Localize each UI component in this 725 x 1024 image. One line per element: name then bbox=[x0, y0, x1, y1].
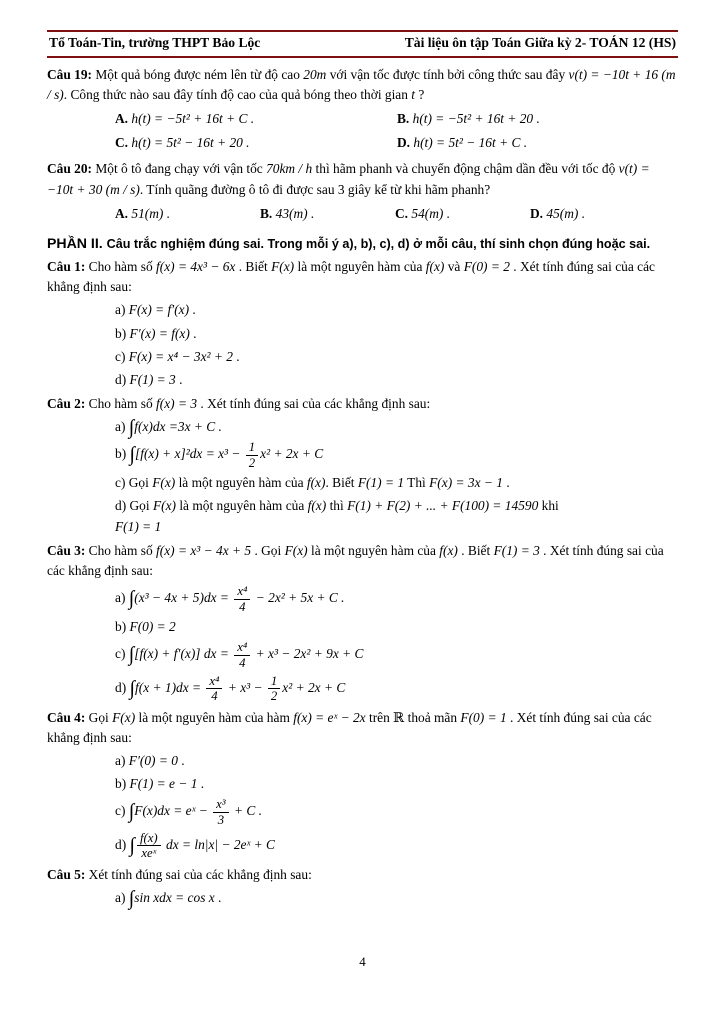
question-2-item-c: c) Gọi F(x) là một nguyên hàm của f(x). Biết F(1) = 1 Thì F(x) = 3x − 1 . bbox=[115, 475, 510, 491]
question-19-option-a: A. h(t) = −5t² + 16t + C . bbox=[115, 111, 255, 127]
question-19-text: Câu 19: Một quả bóng được ném lên từ độ cao 20m với vận tốc được tính bởi công thức sau đây v(t) = −10t + 16 (m / s). Công thức nào sau đây tính độ cao của quả bóng theo thời gian t ? bbox=[47, 67, 676, 103]
question-1-item-d: d) F(1) = 3 . bbox=[115, 371, 183, 387]
question-1-text: Câu 1: Cho hàm số f(x) = 4x³ − 6x . Biết F(x) là một nguyên hàm của f(x) và F(0) = 2 . Xét tính đúng sai của các khẳng định sau: bbox=[47, 259, 655, 295]
header-right-title: Tài liệu ôn tập Toán Giữa kỳ 2- TOÁN 12 (HS) bbox=[404, 35, 676, 50]
question-4-text: Câu 4: Gọi F(x) là một nguyên hàm của hàm f(x) = eˣ − 2x trên ℝ thoả mãn F(0) = 1 . Xét tính đúng sai của các khẳng định sau: bbox=[47, 709, 652, 745]
question-3-item-b: b) F(0) = 2 bbox=[115, 619, 176, 635]
question-3-text: Câu 3: Cho hàm số f(x) = x³ − 4x + 5 . Gọi F(x) là một nguyên hàm của f(x) . Biết F(1) = 3 . Xét tính đúng sai của các khẳng định sau: bbox=[47, 542, 664, 578]
question-4-item-c: c) ∫F(x)dx = eˣ − $\frac{\text{x³}}{3}$ + C . bbox=[115, 797, 262, 827]
document-body bbox=[47, 58, 678, 954]
header-left-title: Tổ Toán-Tin, trường THPT Bảo Lộc bbox=[49, 35, 261, 50]
question-4-item-a: a) F′(0) = 0 . bbox=[115, 753, 185, 769]
page-number: 4 bbox=[359, 954, 366, 969]
question-2-item-d: d) Gọi F(x) là một nguyên hàm của f(x) thì F(1) + F(2) + ... + F(100) = 14590 khi F(1) = 1 bbox=[115, 498, 559, 534]
question-3-item-d: d) ∫f(x + 1)dx = $\frac{\text{x⁴}}{4}$ + x³ − $\frac{1}{2}$ x² + 2x + C bbox=[115, 673, 346, 704]
question-5-item-a: a) ∫sin xdx = cos x . bbox=[115, 887, 222, 910]
question-19-option-b: B. h(t) = −5t² + 16t + 20 . bbox=[397, 111, 540, 127]
question-4-item-b: b) F(1) = e − 1 . bbox=[115, 776, 205, 792]
question-3-item-a: a) ∫(x³ − 4x + 5)dx = $\frac{\text{x⁴}}{4}$ − 2x² + 5x + C . bbox=[115, 583, 345, 614]
question-3-item-c: c) ∫[f(x) + f′(x)] dx = $\frac{\text{x⁴}}{4}$ + x³ − 2x² + 9x + C bbox=[115, 640, 364, 670]
question-20-option-c: C. 54(m) . bbox=[395, 205, 451, 221]
question-19-options bbox=[47, 107, 678, 155]
page-footer bbox=[47, 954, 678, 988]
part2-heading: PHẦN II. Câu trắc nghiệm đúng sai. Trong mỗi ý a), b), c), d) ở mỗi câu, thí sinh chọn đúng hoặc sai. bbox=[47, 234, 651, 251]
question-20-option-d: D. 45(m) . bbox=[530, 205, 586, 221]
question-1-item-c: c) F(x) = x⁴ − 3x² + 2 . bbox=[115, 348, 240, 364]
question-20-option-a: A. 51(m) . bbox=[115, 205, 171, 221]
question-4-item-d: d) ∫ $\frac{f(x)}{\text{xeˣ}}$ dx = ln|x| − 2eˣ + C bbox=[115, 830, 275, 861]
question-20-option-b: B. 43(m) . bbox=[260, 205, 315, 221]
question-1-item-b: b) F′(x) = f(x) . bbox=[115, 325, 197, 341]
question-1-item-a: a) F(x) = f′(x) . bbox=[115, 302, 196, 318]
question-19-option-d: D. h(t) = 5t² − 16t + C . bbox=[397, 135, 528, 151]
question-20-text: Câu 20: Một ô tô đang chạy với vận tốc 70km / h thì hãm phanh và chuyển động chậm dần đều với tốc độ v(t) = −10t + 30 (m / s). Tính quãng đường ô tô đi được sau 3 giây kể từ khi hãm phanh? bbox=[47, 161, 650, 197]
question-2-item-b: b) ∫[f(x) + x]²dx = x³ − $\frac{1}{2}$ x² + 2x + C bbox=[115, 440, 324, 470]
question-2-item-a: a) ∫f(x)dx =3x + C . bbox=[115, 416, 222, 439]
question-20-options bbox=[47, 202, 678, 226]
question-19-option-c: C. h(t) = 5t² − 16t + 20 . bbox=[115, 135, 250, 151]
question-5-text: Câu 5: Xét tính đúng sai của các khẳng định sau: bbox=[47, 866, 312, 882]
question-2-text: Câu 2: Cho hàm số f(x) = 3 . Xét tính đúng sai của các khẳng định sau: bbox=[47, 395, 431, 411]
page-header bbox=[47, 30, 678, 58]
